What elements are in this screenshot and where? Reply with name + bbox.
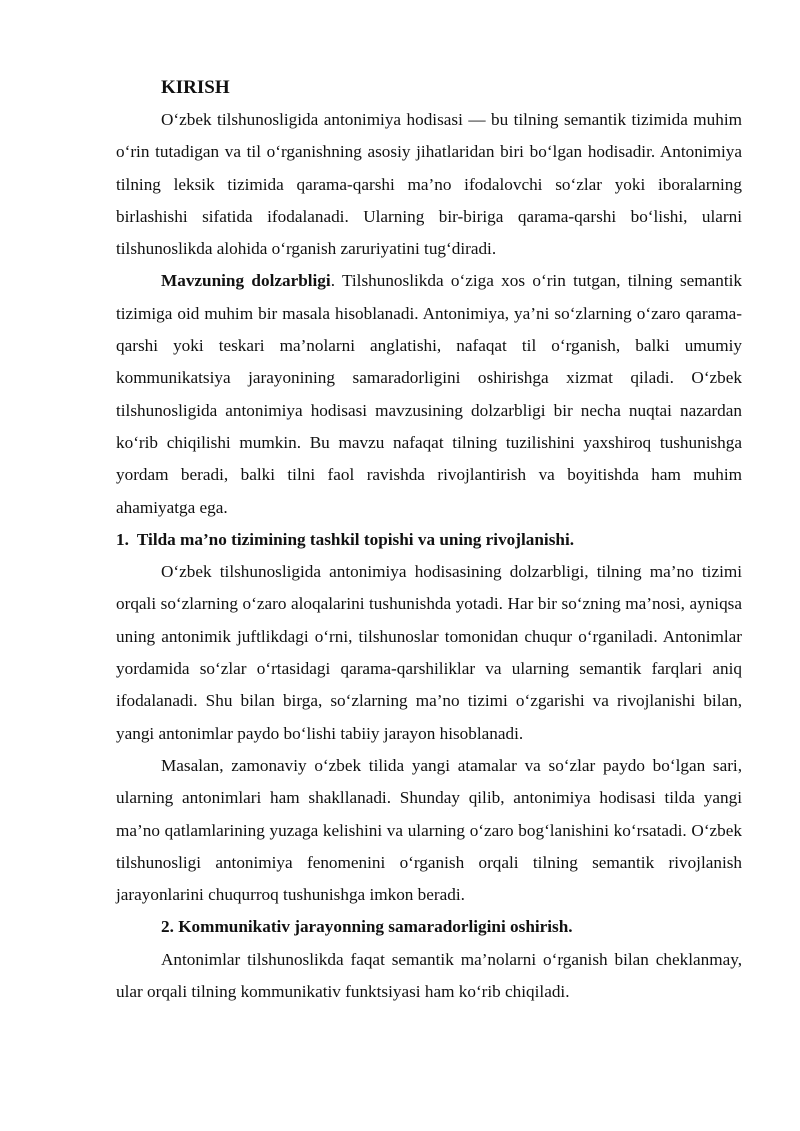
relevance-lead: Mavzuning dolzarbligi: [161, 271, 331, 291]
document-title: KIRISH: [161, 77, 230, 98]
relevance-text: . Tilshunoslikda o‘ziga xos o‘rin tutgan, tilning semantik tizimiga oid muhim bir masala hisoblanadi. Antonimiya, ya’ni so‘zlarning o‘zaro qarama-qarshi yoki teskari ma’nolarni anglatishi, nafaqat til o‘rganish, balki umumiy kommunikatsiya jarayonining samaradorligini oshirishga xizmat qiladi. O‘zbek tilshunosligida antonimiya hodisasi mavzusining dolzarbligi bir necha nuqtai nazardan ko‘rib chiqilishi mumkin. Bu mavzu nafaqat tilning tuzilishini yaxshiroq tushunishga yordam beradi, balki tilni faol ravishda rivojlantirish va boyitishda ham muhim ahamiyatga ega.: [116, 271, 742, 517]
section-2-paragraph-1: Antonimlar tilshunoslikda faqat semantik ma’nolarni o‘rganish bilan cheklanmay, ular orqali tilning kommunikativ funktsiyasi ham ko‘rib chiqiladi.: [116, 949, 742, 1002]
section-2-heading: 2. Kommunikativ jarayonning samaradorligini oshirish.: [161, 917, 573, 937]
intro-paragraph: O‘zbek tilshunosligida antonimiya hodisasi — bu tilning semantik tizimida muhim o‘rin tutadigan va til o‘rganishning asosiy jihatlaridan biri bo‘lgan hodisadir. Antonimiya tilning leksik tizimida qarama-qarshi ma’no ifodalovchi so‘zlar yoki iboralarning birlashishi sifatida ifodalanadi. Ularning bir-biriga qarama-qarshi bo‘lishi, ularni tilshunoslikda alohida o‘rganish zaruriyatini tug‘diradi.: [116, 110, 742, 259]
section-1-paragraph-2: Masalan, zamonaviy o‘zbek tilida yangi atamalar va so‘zlar paydo bo‘lgan sari, ularning antonimlari ham shakllanadi. Shunday qilib, antonimiya hodisasi tilda yangi ma’no qatlamlarining yuzaga kelishini va ularning o‘zaro bog‘lanishini ko‘rsatadi. O‘zbek tilshunosligi antonimiya fenomenini o‘rganish orqali tilning semantik rivojlanish jarayonlarini chuqurroq tushunishga imkon beradi.: [116, 755, 742, 905]
relevance-paragraph: [116, 265, 742, 523]
section-1-title: Tilda ma’no tizimining tashkil topishi va uning rivojlanishi.: [136, 529, 575, 549]
section-1-heading: [116, 524, 742, 556]
document-page: [116, 72, 742, 1008]
section-1-paragraph-1: O‘zbek tilshunosligida antonimiya hodisasining dolzarbligi, tilning ma’no tizimi orqali so‘zlarning o‘zaro aloqalarini tushunishda yotadi. Har bir so‘zning ma’nosi, ayniqsa uning antonimik juftlikdagi o‘rni, tilshunoslar tomonidan chuqur o‘rganiladi. Antonimlar yordamida so‘zlar o‘rtasidagi qarama-qarshiliklar va ularning semantik farqlari aniq ifodalanadi. Shu bilan birga, so‘zlarning ma’no tizimi o‘zgarishi va rivojlanishi bilan, yangi antonimlar paydo bo‘lishi tabiiy jarayon hisoblanadi.: [116, 562, 742, 743]
section-1-number: 1.: [116, 529, 129, 549]
